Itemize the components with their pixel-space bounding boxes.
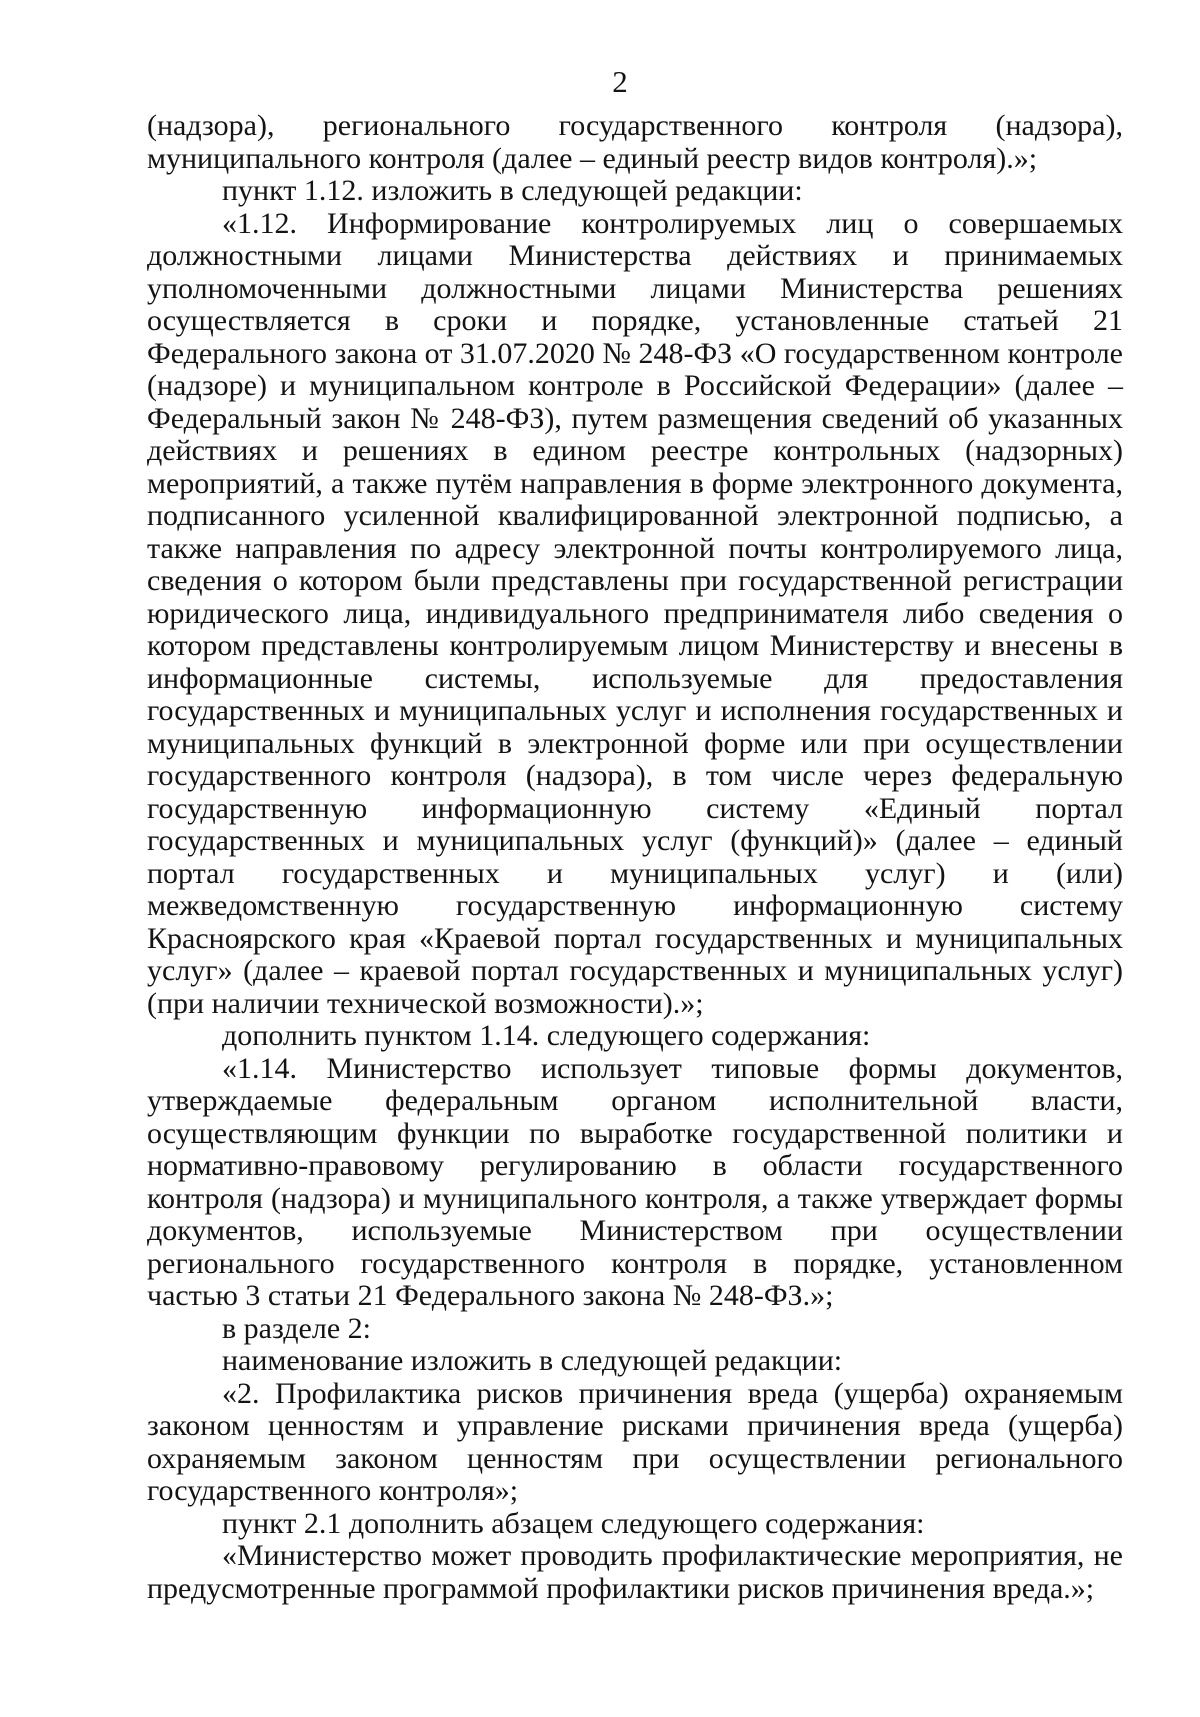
paragraph-clause-1-14: «1.14. Министерство использует типовые формы документов, утверждаемые федеральным органом исполнительной власти, осуществляющим функции по выработке государственной политики и нормативно-правовому регулированию в области государственного контроля (надзора) и муниципального контроля, а также утверждает формы документов, используемые Министерством при осуществлении регионального государственного контроля в порядке, установленном частью 3 статьи 21 Федерального закона № 248-ФЗ.»; — [147, 1051, 1123, 1312]
paragraph-instruction-name: наименование изложить в следующей редакции: — [222, 1344, 843, 1377]
paragraph-section-2: в разделе 2: — [222, 1311, 371, 1345]
paragraph-continuation: (надзора), регионального государственного контроля (надзора), муниципального контроля (далее – единый реестр видов контроля).»; — [147, 109, 1123, 175]
paragraph-clause-2-1-addition: «Министерство может проводить профилактические мероприятия, не предусмотренные программой профилактики рисков причинения вреда.»; — [147, 1539, 1123, 1605]
paragraph-instruction-1-12: пункт 1.12. изложить в следующей редакции: — [222, 174, 803, 207]
paragraph-instruction-1-14: дополнить пунктом 1.14. следующего содержания: — [222, 1019, 871, 1052]
paragraph-clause-1-12: «1.12. Информирование контролируемых лиц о совершаемых должностными лицами Министерства действиях и принимаемых уполномоченными должностными лицами Министерства решениях осуществляется в сроки и порядке, установленные статьей 21 Федерального закона от 31.07.2020 № 248-ФЗ «О государственном контроле (надзоре) и муниципальном контроле в Российской Федерации» (далее – Федеральный закон № 248-ФЗ), путем размещения сведений об указанных действиях и решениях в едином реестре контрольных (надзорных) мероприятий, а также путём направления в форме электронного документа, подписанного усиленной квалифицированной электронной подписью, а также направления по адресу электронной почты контролируемого лица, сведения о котором были представлены при государственной регистрации юридического лица, индивидуального предпринимателя либо сведения о котором представлены контролируемым лицом Министерству и внесены в информационные системы, используемые для предоставления государственных и муниципальных услуг и исполнения государственных и муниципальных функций в электронной форме или при осуществлении государственного контроля (надзора), в том числе через федеральную государственную информационную систему «Единый портал государственных и муниципальных услуг (функций)» (далее – единый портал государственных и муниципальных услуг) и (или) межведомственную государственную информационную систему Красноярского края «Краевой портал государственных и муниципальных услуг» (далее – краевой портал государственных и муниципальных услуг) (при наличии технической возможности).»; — [147, 206, 1123, 1020]
paragraph-instruction-2-1: пункт 2.1 дополнить абзацем следующего содержания: — [222, 1506, 925, 1540]
document-body — [147, 110, 1123, 1605]
paragraph-clause-2-title: «2. Профилактика рисков причинения вреда (ущерба) охраняемым законом ценностям и управление рисками причинения вреда (ущерба) охраняемым законом ценностям при осуществлении регионального государственного контроля»; — [147, 1376, 1123, 1507]
page-number: 2 — [612, 64, 628, 99]
